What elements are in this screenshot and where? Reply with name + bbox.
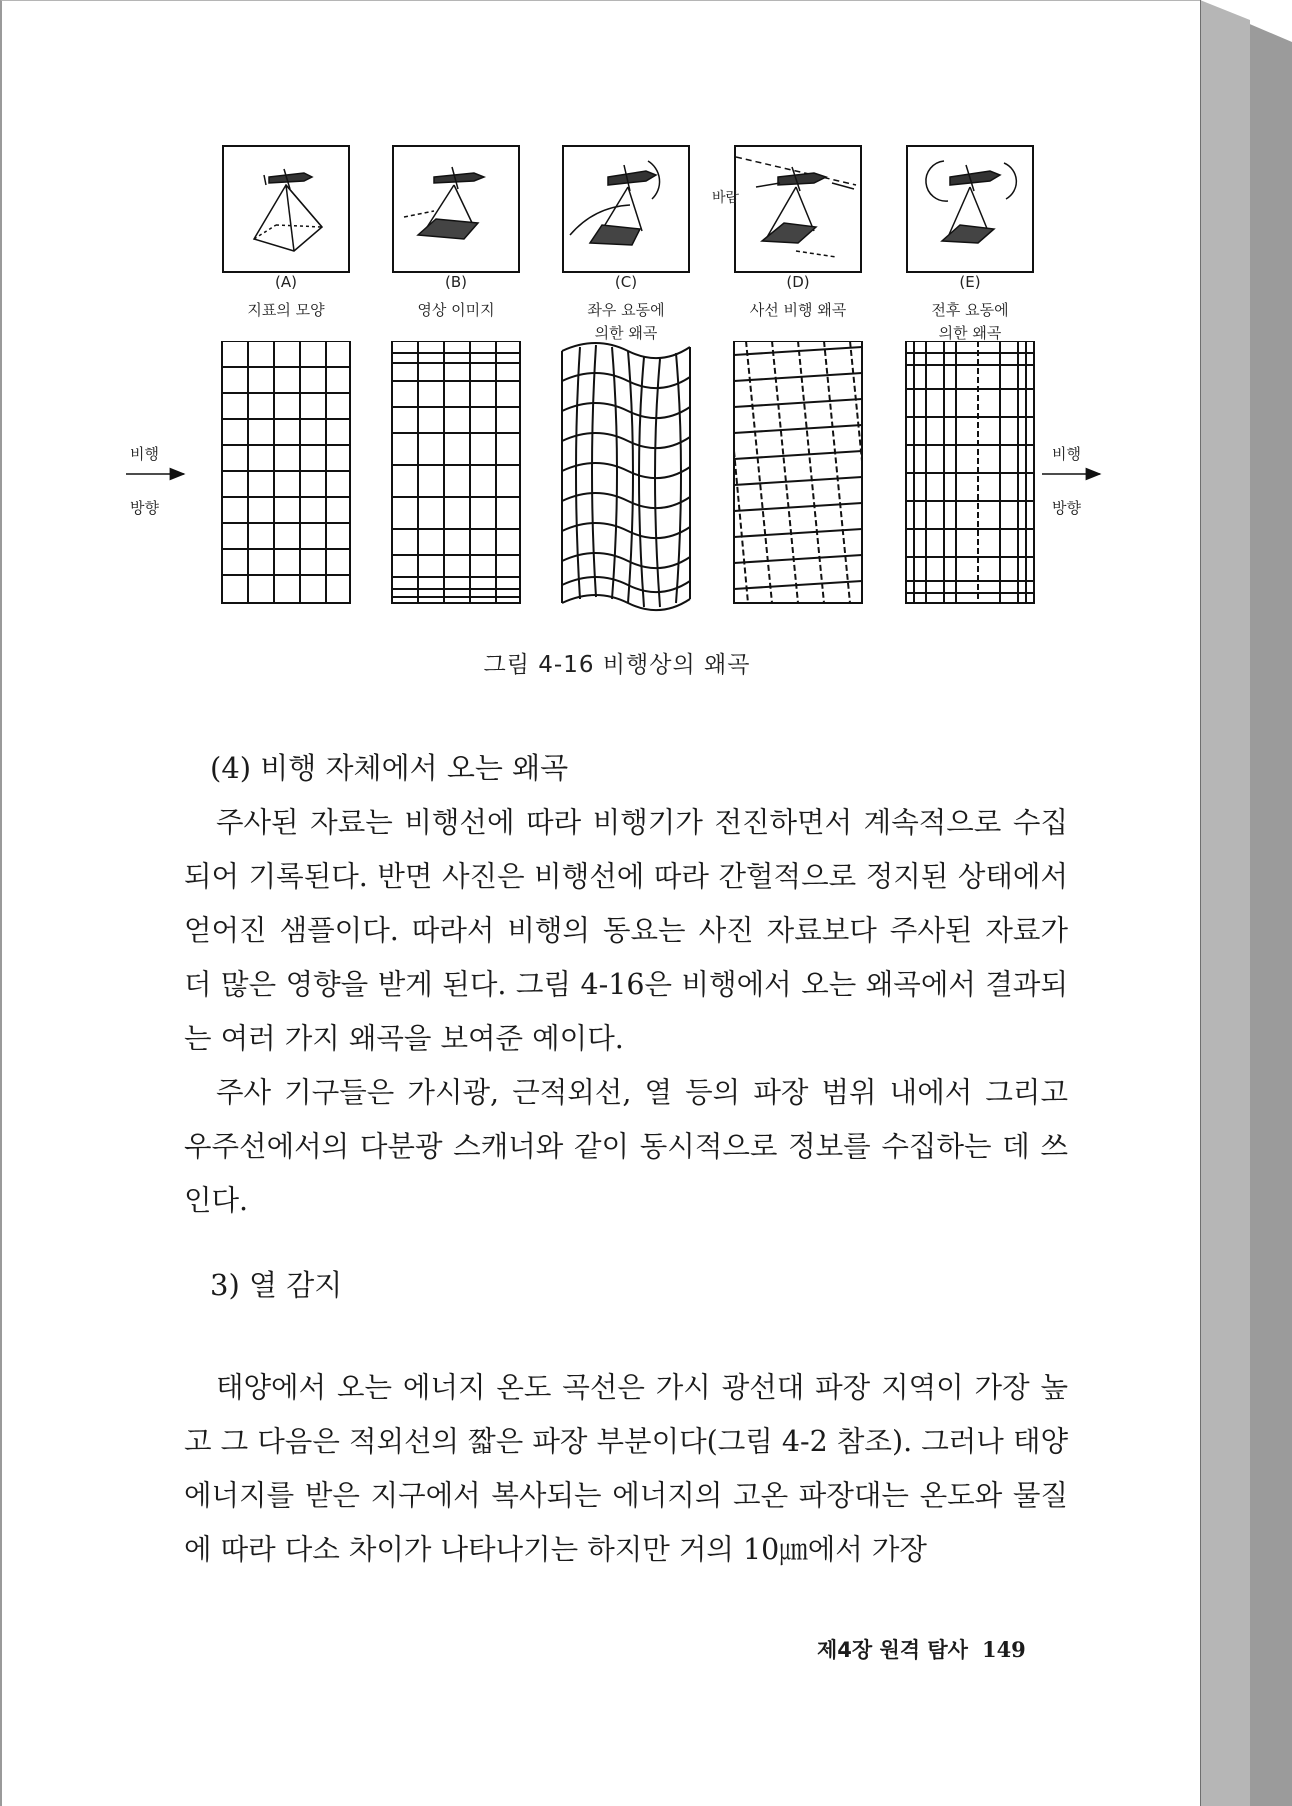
panel-a-letter: (A) [275, 273, 297, 291]
direction-label-left-2: 방향 [130, 499, 159, 517]
panel-b-letter: (B) [445, 273, 467, 291]
section-4-body [184, 796, 1068, 1228]
section-3-heading: 3) 열 감지 [210, 1268, 343, 1302]
panel-d-illustration [734, 145, 862, 273]
direction-label-left-1: 비행 [130, 445, 159, 463]
panel-d-letter: (D) [786, 273, 810, 291]
grid-c [562, 343, 690, 610]
panel-b-caption: 영상 이미지 [417, 301, 495, 319]
distortion-grids [122, 341, 1112, 641]
grid-b [392, 341, 520, 603]
section-4-paragraph-1: 주사된 자료는 비행선에 따라 비행기가 전진하면서 계속적으로 수집되어 기록된다. 반면 사진은 비행선에 따라 간헐적으로 정지된 상태에서 얻어진 샘플이다. 따라서 비행의 동요는 사진 자료보다 주사된 자료가 더 많은 영향을 받게 된다. 그림 4-16은 비행에서 오는 왜곡에서 결과되는 여러 가지 왜곡을 보여준 예이다. [184, 806, 1068, 1055]
section-3-paragraph: 태양에서 오는 에너지 온도 곡선은 가시 광선대 파장 지역이 가장 높고 그 다음은 적외선의 짧은 파장 부분이다(그림 4-2 참조). 그러나 태양 에너지를 받은 지구에서 복사되는 에너지의 고온 파장대는 온도와 물질에 따라 다소 차이가 나타나기는 하지만 거의 10㎛에서 가장 [184, 1371, 1068, 1566]
chapter-title: 제4장 원격 탐사 [817, 1638, 968, 1662]
panel-e-caption: 전후 요동에 의한 왜곡 [931, 301, 1009, 342]
grid-e [906, 341, 1034, 603]
page-footer [817, 1634, 1026, 1664]
panel-a-illustration [222, 145, 350, 273]
figure-4-16 [122, 131, 1112, 691]
wind-label: 바람 [712, 190, 740, 206]
panel-d-caption: 사선 비행 왜곡 [749, 301, 847, 319]
panel-a-caption: 지표의 모양 [247, 301, 325, 319]
section-4-paragraph-2: 주사 기구들은 가시광, 근적외선, 열 등의 파장 범위 내에서 그리고 우주선에서의 다분광 스캐너와 같이 동시적으로 정보를 수집하는 데 쓰인다. [184, 1076, 1068, 1217]
page-number: 149 [981, 1637, 1026, 1662]
panel-c-letter: (C) [614, 273, 638, 291]
panel-e-letter: (E) [959, 273, 981, 291]
grid-d [734, 341, 862, 603]
panel-e-illustration [906, 145, 1034, 273]
section-4-heading: (4) 비행 자체에서 오는 왜곡 [210, 751, 569, 785]
figure-caption: 그림 4-16 비행상의 왜곡 [483, 652, 751, 678]
panel-c-illustration [562, 145, 690, 273]
panel-c-caption: 좌우 요동에 의한 왜곡 [587, 301, 665, 342]
direction-label-right-1: 비행 [1052, 445, 1081, 463]
panel-b-illustration [392, 145, 520, 273]
direction-label-right-2: 방향 [1052, 499, 1081, 517]
section-3-body [184, 1361, 1068, 1577]
grid-a [222, 341, 350, 603]
